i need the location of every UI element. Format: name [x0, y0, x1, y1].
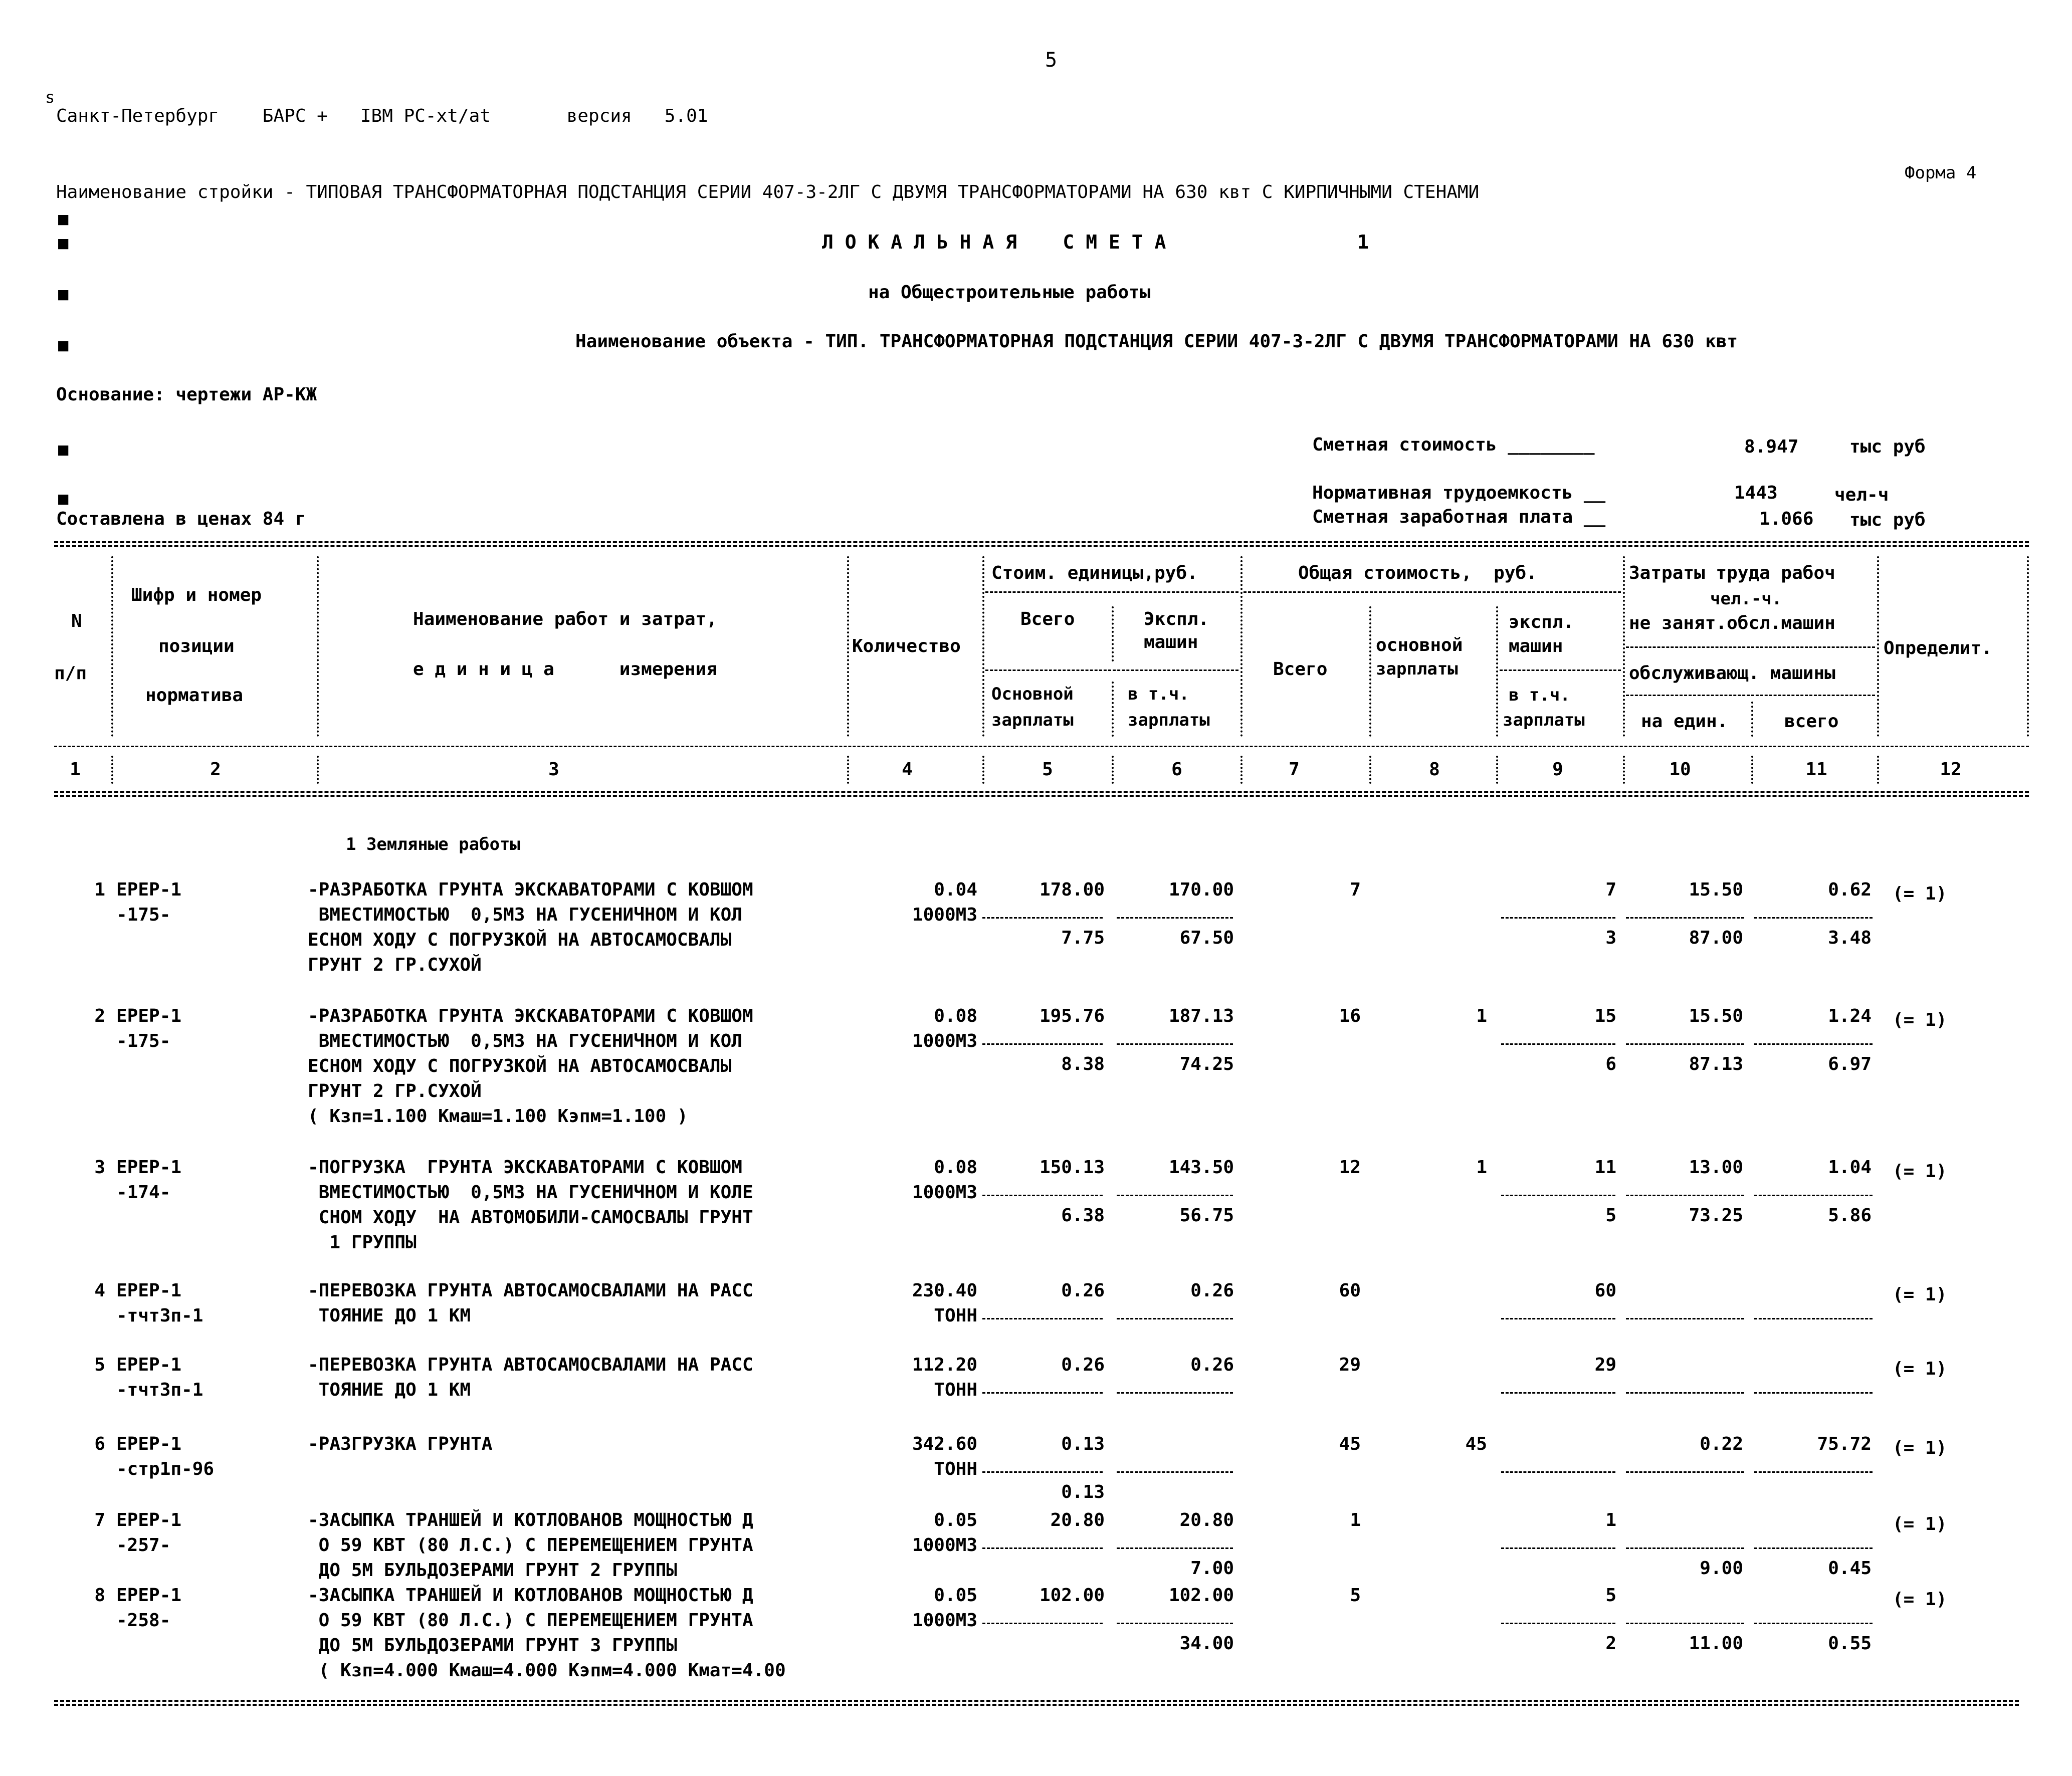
row-number: 2 — [94, 1006, 105, 1026]
row-labor-rule — [1754, 1195, 1873, 1196]
column-separator — [1112, 606, 1114, 661]
row-labor-rule — [1754, 1043, 1873, 1045]
row-unit-machine: 0.26 — [1190, 1355, 1234, 1375]
row-labor-rule — [1754, 1392, 1873, 1394]
row-unit-rule — [982, 1392, 1103, 1394]
col-quantity-header: Количество — [852, 636, 961, 656]
row-machine-labor-total: 3.48 — [1828, 928, 1872, 948]
row-total-wage: 1 — [1476, 1157, 1487, 1178]
construction-name: Наименование стройки - ТИПОВАЯ ТРАНСФОРМАТОРНАЯ ПОДСТАНЦИЯ СЕРИИ 407-3-2ЛГ С ДВУМЯ ТРАНСФОРМАТОРАМИ НА 630 квт С КИРПИЧНЫМИ СТЕНАМИ — [56, 182, 1480, 202]
row-labor-total: 1.04 — [1828, 1157, 1872, 1178]
row-total: 7 — [1350, 879, 1361, 900]
row-description-line: О 59 КВТ (80 Л.С.) С ПЕРЕМЕЩЕНИЕМ ГРУНТА — [308, 1610, 753, 1631]
row-total-machine: 1 — [1605, 1510, 1616, 1530]
row-machine-labor-unit: 11.00 — [1689, 1633, 1743, 1654]
column-number: 11 — [1805, 759, 1827, 780]
column-number: 10 — [1669, 759, 1691, 780]
col-6-header: зарплаты — [1128, 710, 1210, 730]
column-number: 7 — [1289, 759, 1300, 780]
row-description-line: ЕСНОМ ХОДУ С ПОГРУЗКОЙ НА АВТОСАМОСВАЛЫ — [308, 1056, 732, 1076]
column-separator — [1112, 756, 1114, 784]
labor-intensity-unit: чел-ч — [1834, 485, 1889, 505]
row-unit-total: 195.76 — [1039, 1006, 1105, 1026]
row-total-wage: 45 — [1465, 1434, 1487, 1454]
column-separator — [982, 556, 984, 737]
row-description-line: ( Кзп=1.100 Кмаш=1.100 Кэпм=1.100 ) — [308, 1106, 688, 1127]
row-code-number: -тчт3п-1 — [116, 1305, 203, 1326]
row-determinant: (= 1) — [1893, 883, 1947, 904]
row-unit-rule — [1117, 917, 1233, 919]
row-labor-rule — [1754, 1318, 1873, 1319]
row-determinant: (= 1) — [1893, 1161, 1947, 1182]
row-description-line: ДО 5М БУЛЬДОЗЕРАМИ ГРУНТ 3 ГРУППЫ — [308, 1635, 677, 1656]
col-6-header: Экспл. — [1144, 609, 1209, 629]
col-10-header: на един. — [1641, 711, 1728, 732]
row-description-line: ГРУНТ 2 ГР.СУХОЙ — [308, 955, 482, 975]
row-labor-rule — [1626, 917, 1744, 919]
section-heading: 1 Земляные работы — [346, 834, 520, 854]
row-unit-rule — [1117, 1392, 1233, 1394]
table-bottom-rule — [54, 1704, 2019, 1706]
column-number: 2 — [210, 759, 221, 780]
row-labor-unit: 15.50 — [1689, 879, 1743, 900]
row-machine-labor-unit: 73.25 — [1689, 1205, 1743, 1226]
row-quantity: 0.05 — [934, 1510, 977, 1530]
column-number: 8 — [1429, 759, 1440, 780]
col-code-header: Шифр и номер — [131, 585, 262, 605]
row-description-line: -ЗАСЫПКА ТРАНШЕЙ И КОТЛОВАНОВ МОЩНОСТЬЮ Д — [308, 1585, 753, 1606]
col-name-header: Наименование работ и затрат, — [413, 609, 717, 629]
table-bottom-rule — [54, 1700, 2019, 1702]
row-labor-total: 75.72 — [1817, 1434, 1872, 1454]
corner-mark: s — [45, 88, 55, 107]
col-5-header: Основной — [991, 684, 1074, 704]
col-8-header: зарплаты — [1376, 659, 1458, 679]
row-unit-rule — [1117, 1043, 1233, 1045]
column-number: 3 — [548, 759, 559, 780]
row-labor-rule — [1626, 1195, 1744, 1196]
row-labor-unit: 0.22 — [1700, 1434, 1743, 1454]
column-separator — [982, 756, 984, 784]
row-code: ЕРЕР-1 — [116, 1355, 182, 1375]
row-unit-machine: 0.26 — [1190, 1280, 1234, 1301]
column-number: 12 — [1940, 759, 1962, 780]
row-code: ЕРЕР-1 — [116, 1510, 182, 1530]
column-separator — [1751, 702, 1753, 737]
header-double-rule — [54, 545, 2029, 547]
row-code-number: -174- — [116, 1182, 171, 1203]
row-quantity: 0.08 — [934, 1006, 977, 1026]
row-unit-rule — [1117, 1471, 1233, 1473]
estimated-cost-label: Сметная стоимость ________ — [1312, 434, 1595, 455]
row-quantity: 0.05 — [934, 1585, 977, 1606]
row-description-line: ВМЕСТИМОСТЬЮ 0,5М3 НА ГУСЕНИЧНОМ И КОЛ — [308, 1031, 742, 1051]
column-separator — [1369, 756, 1371, 784]
row-total: 1 — [1350, 1510, 1361, 1530]
col-labor-header: обслуживающ. машины — [1629, 663, 1835, 684]
row-total-machine: 15 — [1594, 1006, 1616, 1026]
row-description-line: -РАЗГРУЗКА ГРУНТА — [308, 1434, 493, 1454]
document-title: Л О К А Л Ь Н А Я С М Е Т А — [822, 231, 1166, 253]
col-12-header: Определит. — [1884, 638, 1992, 658]
col-labor-header: Затраты труда рабоч — [1629, 563, 1835, 583]
column-number: 4 — [902, 759, 913, 780]
row-unit-rule — [982, 917, 1103, 919]
bullet-mark: ■ — [58, 209, 69, 229]
row-description-line: ТОЯНИЕ ДО 1 КМ — [308, 1380, 471, 1400]
row-code: ЕРЕР-1 — [116, 1157, 182, 1178]
row-unit-machine-wage: 74.25 — [1179, 1054, 1234, 1074]
row-description-line: СНОМ ХОДУ НА АВТОМОБИЛИ-САМОСВАЛЫ ГРУНТ — [308, 1207, 753, 1228]
row-unit-total: 150.13 — [1039, 1157, 1105, 1178]
row-code-number: -175- — [116, 905, 171, 925]
row-quantity: 112.20 — [912, 1355, 977, 1375]
row-unit-machine-wage: 34.00 — [1179, 1633, 1234, 1654]
row-unit: 1000М3 — [912, 905, 977, 925]
col-unit-cost-header: Стоим. единицы,руб. — [991, 563, 1198, 583]
header-bottom-rule — [54, 746, 2029, 747]
row-code-number: -тчт3п-1 — [116, 1380, 203, 1400]
row-description-line: 1 ГРУППЫ — [308, 1232, 417, 1253]
bullet-mark: ■ — [58, 489, 69, 509]
col-labor-header: чел.-ч. — [1710, 589, 1782, 609]
row-code-number: -257- — [116, 1535, 171, 1556]
row-unit-wage: 0.13 — [1061, 1482, 1105, 1502]
column-separator — [111, 556, 113, 737]
row-unit-rule — [982, 1195, 1103, 1196]
subheader-rule — [985, 591, 1238, 593]
column-separator — [1369, 606, 1371, 737]
row-unit: ТОНН — [934, 1305, 977, 1326]
row-number: 5 — [94, 1355, 105, 1375]
column-separator — [847, 556, 849, 737]
column-number: 6 — [1171, 759, 1182, 780]
column-separator — [1623, 756, 1625, 784]
row-labor-rule — [1626, 1547, 1744, 1549]
row-labor-rule — [1626, 1623, 1744, 1624]
col-number-header: п/п — [54, 663, 87, 684]
row-machine-labor-total: 0.45 — [1828, 1558, 1872, 1579]
column-separator — [1240, 556, 1242, 737]
bullet-mark: ■ — [58, 284, 69, 304]
row-unit-rule — [1117, 1195, 1233, 1196]
column-separator — [1496, 756, 1498, 784]
row-determinant: (= 1) — [1893, 1010, 1947, 1030]
row-number: 8 — [94, 1585, 105, 1606]
row-labor-rule — [1626, 1392, 1744, 1394]
row-number: 3 — [94, 1157, 105, 1178]
row-unit-total: 102.00 — [1039, 1585, 1105, 1606]
column-separator — [1751, 756, 1753, 784]
subheader-rule — [1244, 591, 1621, 593]
col-5-header: зарплаты — [991, 710, 1074, 730]
column-separator — [1496, 606, 1498, 737]
row-quantity: 230.40 — [912, 1280, 977, 1301]
row-unit: ТОНН — [934, 1459, 977, 1479]
column-number: 1 — [70, 759, 81, 780]
column-separator — [1112, 682, 1114, 737]
row-labor-rule — [1626, 1043, 1744, 1045]
document-number: 1 — [1357, 231, 1369, 253]
column-number-rule — [54, 795, 2029, 797]
row-unit-machine: 20.80 — [1179, 1510, 1234, 1530]
row-total-rule — [1501, 917, 1615, 919]
column-separator — [1240, 756, 1242, 784]
col-9-header: экспл. — [1509, 612, 1574, 632]
row-unit: 1000М3 — [912, 1610, 977, 1631]
row-total-machine: 29 — [1594, 1355, 1616, 1375]
col-code-header: позиции — [158, 636, 235, 656]
row-unit: ТОНН — [934, 1380, 977, 1400]
row-total: 5 — [1350, 1585, 1361, 1606]
form-label: Форма 4 — [1905, 163, 1977, 183]
row-unit-rule — [1117, 1318, 1233, 1319]
header-double-rule — [54, 541, 2029, 543]
row-total-machine: 5 — [1605, 1585, 1616, 1606]
bullet-mark: ■ — [58, 233, 69, 253]
col-9-header: машин — [1509, 636, 1563, 656]
row-description-line: ДО 5М БУЛЬДОЗЕРАМИ ГРУНТ 2 ГРУППЫ — [308, 1560, 677, 1581]
labor-intensity-label: Нормативная трудоемкость __ — [1312, 483, 1606, 503]
row-labor-unit: 15.50 — [1689, 1006, 1743, 1026]
row-machine-labor-unit: 87.13 — [1689, 1054, 1743, 1074]
subheader-rule — [1500, 670, 1621, 671]
row-description-line: ТОЯНИЕ ДО 1 КМ — [308, 1305, 471, 1326]
column-number: 9 — [1552, 759, 1563, 780]
column-separator — [111, 756, 113, 784]
col-5-header: Всего — [1020, 609, 1075, 629]
row-unit-wage: 6.38 — [1061, 1205, 1105, 1226]
estimated-cost-unit: тыс руб — [1849, 436, 1926, 457]
col-9-header: зарплаты — [1503, 710, 1585, 730]
row-total-rule — [1501, 1195, 1615, 1196]
row-unit-machine: 187.13 — [1168, 1006, 1234, 1026]
row-number: 7 — [94, 1510, 105, 1530]
row-total-rule — [1501, 1471, 1615, 1473]
row-total-rule — [1501, 1623, 1615, 1624]
col-6-header: машин — [1144, 632, 1198, 652]
row-total-wage: 1 — [1476, 1006, 1487, 1026]
row-quantity: 342.60 — [912, 1434, 977, 1454]
col-total-cost-header: Общая стоимость, руб. — [1298, 563, 1537, 583]
row-unit-total: 0.13 — [1061, 1434, 1105, 1454]
row-unit-total: 0.26 — [1061, 1280, 1105, 1301]
row-total-rule — [1501, 1043, 1615, 1045]
row-unit-machine-wage: 67.50 — [1179, 928, 1234, 948]
row-unit-rule — [982, 1471, 1103, 1473]
row-code-number: -175- — [116, 1031, 171, 1051]
row-total: 45 — [1339, 1434, 1361, 1454]
row-total-rule — [1501, 1547, 1615, 1549]
object-name: Наименование объекта - ТИП. ТРАНСФОРМАТОРНАЯ ПОДСТАНЦИЯ СЕРИИ 407-3-2ЛГ С ДВУМЯ ТРАНСФОРМАТОРАМИ НА 630 квт — [575, 331, 1738, 352]
row-machine-labor-unit: 87.00 — [1689, 928, 1743, 948]
col-11-header: всего — [1784, 711, 1839, 732]
row-unit: 1000М3 — [912, 1031, 977, 1051]
row-determinant: (= 1) — [1893, 1284, 1947, 1305]
bullet-mark: ■ — [58, 439, 69, 460]
column-separator — [1877, 556, 1879, 737]
row-labor-unit: 13.00 — [1689, 1157, 1743, 1178]
row-unit-rule — [982, 1043, 1103, 1045]
row-description-line: О 59 КВТ (80 Л.С.) С ПЕРЕМЕЩЕНИЕМ ГРУНТА — [308, 1535, 753, 1556]
row-description-line: ГРУНТ 2 ГР.СУХОЙ — [308, 1081, 482, 1101]
row-total-machine-wage: 6 — [1605, 1054, 1616, 1074]
row-determinant: (= 1) — [1893, 1438, 1947, 1458]
row-unit-wage: 8.38 — [1061, 1054, 1105, 1074]
row-total-machine: 11 — [1594, 1157, 1616, 1178]
row-unit-rule — [982, 1623, 1103, 1624]
row-code: ЕРЕР-1 — [116, 1006, 182, 1026]
wage-fund-value: 1.066 — [1759, 509, 1814, 529]
row-total: 12 — [1339, 1157, 1361, 1178]
row-labor-rule — [1626, 1318, 1744, 1319]
row-description-line: -РАЗРАБОТКА ГРУНТА ЭКСКАВАТОРАМИ С КОВШОМ — [308, 879, 753, 900]
column-number-rule — [54, 791, 2029, 793]
row-code-number: -стр1п-96 — [116, 1459, 215, 1479]
row-unit-total: 0.26 — [1061, 1355, 1105, 1375]
row-total-machine-wage: 3 — [1605, 928, 1616, 948]
row-labor-rule — [1754, 917, 1873, 919]
row-description-line: ВМЕСТИМОСТЬЮ 0,5М3 НА ГУСЕНИЧНОМ И КОЛЕ — [308, 1182, 753, 1203]
row-total-machine-wage: 2 — [1605, 1633, 1616, 1654]
column-number: 5 — [1042, 759, 1053, 780]
col-9-header: в т.ч. — [1509, 685, 1570, 705]
row-description-line: -ПОГРУЗКА ГРУНТА ЭКСКАВАТОРАМИ С КОВШОМ — [308, 1157, 742, 1178]
row-machine-labor-unit: 9.00 — [1700, 1558, 1743, 1579]
row-unit-wage: 7.75 — [1061, 928, 1105, 948]
row-total-rule — [1501, 1318, 1615, 1319]
row-determinant: (= 1) — [1893, 1514, 1947, 1534]
page-number: 5 — [1045, 49, 1058, 72]
estimated-cost-value: 8.947 — [1744, 436, 1799, 457]
col-7-header: Всего — [1273, 659, 1328, 680]
row-number: 6 — [94, 1434, 105, 1454]
row-description-line: -ЗАСЫПКА ТРАНШЕЙ И КОТЛОВАНОВ МОЩНОСТЬЮ Д — [308, 1510, 753, 1530]
row-number: 1 — [94, 879, 105, 900]
row-machine-labor-total: 0.55 — [1828, 1633, 1872, 1654]
row-unit-rule — [1117, 1623, 1233, 1624]
row-unit: 1000М3 — [912, 1182, 977, 1203]
subheader-rule — [1626, 695, 1875, 696]
row-labor-rule — [1754, 1547, 1873, 1549]
row-quantity: 0.04 — [934, 879, 977, 900]
row-determinant: (= 1) — [1893, 1359, 1947, 1379]
row-labor-total: 1.24 — [1828, 1006, 1872, 1026]
column-separator — [2027, 556, 2029, 737]
column-separator — [317, 556, 319, 737]
col-code-header: норматива — [145, 685, 244, 706]
row-total: 60 — [1339, 1280, 1361, 1301]
column-separator — [1623, 556, 1625, 737]
row-determinant: (= 1) — [1893, 1589, 1947, 1610]
row-unit-machine: 102.00 — [1168, 1585, 1234, 1606]
row-unit: 1000М3 — [912, 1535, 977, 1556]
row-code: ЕРЕР-1 — [116, 1434, 182, 1454]
row-quantity: 0.08 — [934, 1157, 977, 1178]
row-unit-total: 178.00 — [1039, 879, 1105, 900]
wage-fund-unit: тыс руб — [1849, 510, 1926, 530]
labor-intensity-value: 1443 — [1734, 483, 1778, 503]
row-labor-rule — [1626, 1471, 1744, 1473]
row-unit-machine: 170.00 — [1168, 879, 1234, 900]
row-description-line: ЕСНОМ ХОДУ С ПОГРУЗКОЙ НА АВТОСАМОСВАЛЫ — [308, 930, 732, 950]
row-code: ЕРЕР-1 — [116, 1585, 182, 1606]
col-number-header: N — [71, 611, 82, 631]
bullet-mark: ■ — [58, 335, 69, 355]
row-total: 29 — [1339, 1355, 1361, 1375]
row-description-line: ( Кзп=4.000 Кмаш=4.000 Кэпм=4.000 Кмат=4.00 — [308, 1660, 786, 1681]
row-unit-total: 20.80 — [1050, 1510, 1105, 1530]
col-labor-header: не занят.обсл.машин — [1629, 613, 1835, 633]
software-line: Санкт-Петербург БАРС + IBM PC-xt/at версия 5.01 — [56, 106, 708, 126]
column-separator — [847, 756, 849, 784]
row-unit-rule — [982, 1547, 1103, 1549]
row-total-machine: 7 — [1605, 879, 1616, 900]
subheader-rule — [1626, 646, 1875, 648]
row-unit-rule — [1117, 1547, 1233, 1549]
row-description-line: ВМЕСТИМОСТЬЮ 0,5М3 НА ГУСЕНИЧНОМ И КОЛ — [308, 905, 742, 925]
row-total-machine: 60 — [1594, 1280, 1616, 1301]
wage-fund-label: Сметная заработная плата __ — [1312, 507, 1606, 527]
row-description-line: -ПЕРЕВОЗКА ГРУНТА АВТОСАМОСВАЛАМИ НА РАСС — [308, 1355, 753, 1375]
row-machine-labor-total: 6.97 — [1828, 1054, 1872, 1074]
subheader-rule — [985, 670, 1238, 671]
document-subtitle: на Общестроительные работы — [868, 282, 1151, 303]
row-unit-machine-wage: 56.75 — [1179, 1205, 1234, 1226]
col-8-header: основной — [1376, 635, 1463, 655]
price-basis-line: Составлена в ценах 84 г — [56, 509, 306, 529]
row-code: ЕРЕР-1 — [116, 879, 182, 900]
row-total-machine-wage: 5 — [1605, 1205, 1616, 1226]
row-unit-machine: 143.50 — [1168, 1157, 1234, 1178]
row-machine-labor-total: 5.86 — [1828, 1205, 1872, 1226]
column-separator — [1877, 756, 1879, 784]
basis-line: Основание: чертежи АР-КЖ — [56, 384, 317, 405]
column-separator — [317, 756, 319, 784]
row-total-rule — [1501, 1392, 1615, 1394]
row-total: 16 — [1339, 1006, 1361, 1026]
row-code-number: -258- — [116, 1610, 171, 1631]
row-labor-rule — [1754, 1471, 1873, 1473]
row-unit-rule — [982, 1318, 1103, 1319]
row-number: 4 — [94, 1280, 105, 1301]
row-labor-total: 0.62 — [1828, 879, 1872, 900]
row-labor-rule — [1754, 1623, 1873, 1624]
row-description-line: -ПЕРЕВОЗКА ГРУНТА АВТОСАМОСВАЛАМИ НА РАСС — [308, 1280, 753, 1301]
col-6-header: в т.ч. — [1128, 684, 1189, 704]
row-description-line: -РАЗРАБОТКА ГРУНТА ЭКСКАВАТОРАМИ С КОВШОМ — [308, 1006, 753, 1026]
col-name-header: е д и н и ц а измерения — [413, 659, 717, 680]
row-unit-machine-wage: 7.00 — [1190, 1558, 1234, 1579]
row-code: ЕРЕР-1 — [116, 1280, 182, 1301]
